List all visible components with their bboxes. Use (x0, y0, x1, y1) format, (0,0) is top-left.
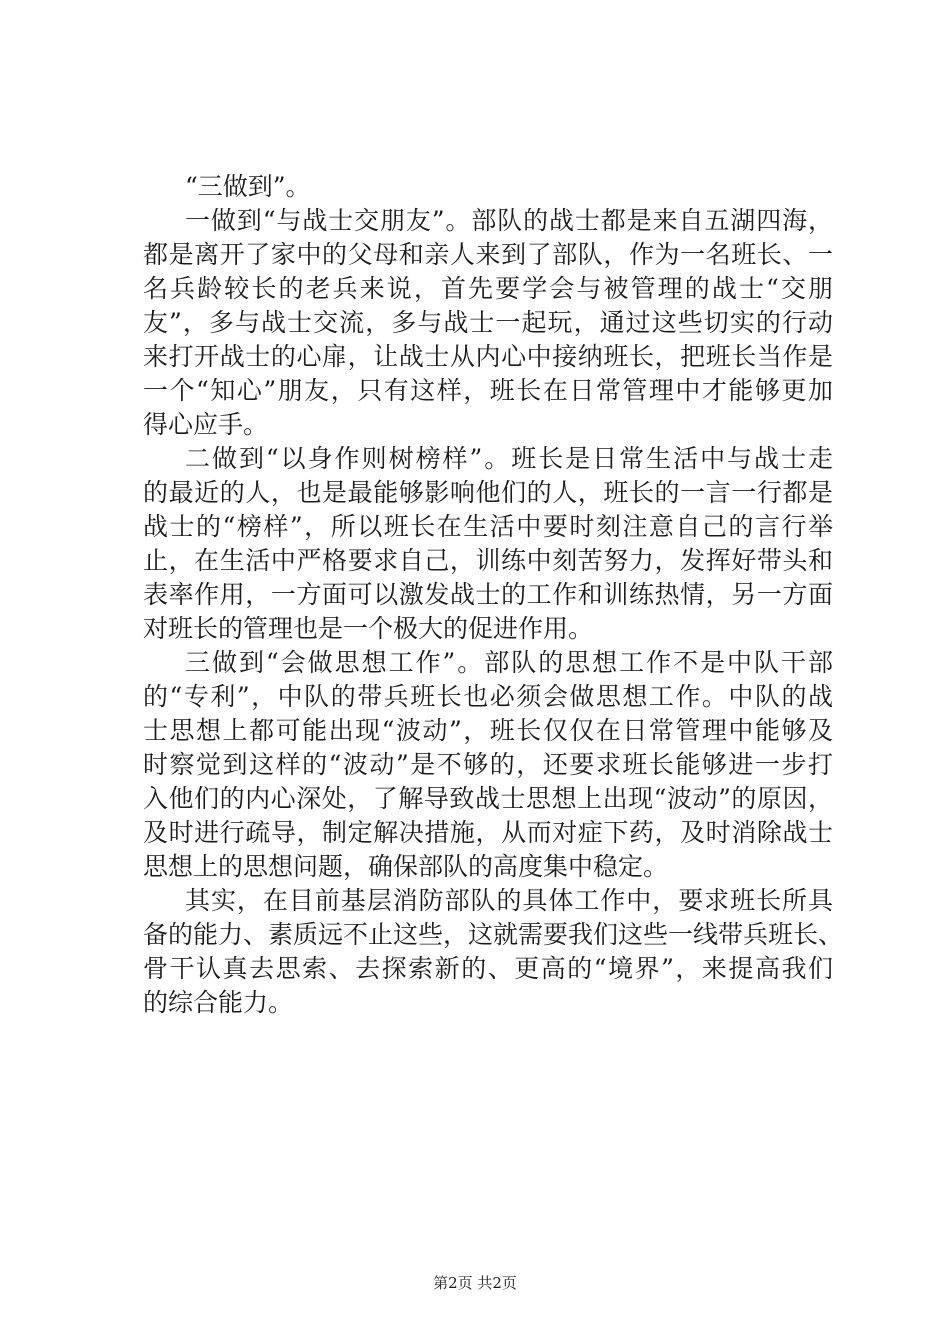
text-line: “三做到”。 (185, 172, 311, 201)
text-line: 一个“知心”朋友，只有这样，班长在日常管理中才能够更加 (143, 376, 833, 405)
text-line: 入他们的内心深处，了解导致战士思想上出现“波动”的原因， (143, 784, 833, 813)
text-line: 及时进行疏导，制定解决措施，从而对症下药，及时消除战士 (143, 818, 833, 847)
text-line: 名兵龄较长的老兵来说，首先要学会与被管理的战士“交朋 (143, 274, 833, 303)
text-line: 的综合能力。 (143, 988, 294, 1017)
text-line: 战士的“榜样”，所以班长在生活中要时刻注意自己的言行举 (143, 512, 833, 541)
document-body (143, 170, 844, 1020)
text-line: 骨干认真去思索、去探索新的、更高的“境界”，来提高我们 (143, 954, 833, 983)
text-line: 一做到“与战士交朋友”。部队的战士都是来自五湖四海， (185, 206, 833, 235)
text-line: 友”，多与战士交流，多与战士一起玩，通过这些切实的行动 (143, 308, 833, 337)
text-line: 士思想上都可能出现“波动”，班长仅仅在日常管理中能够及 (143, 716, 833, 745)
text-line: 止，在生活中严格要求自己，训练中刻苦努力，发挥好带头和 (143, 546, 833, 575)
text-line: 来打开战士的心扉，让战士从内心中接纳班长，把班长当作是 (143, 342, 833, 371)
text-line: 对班长的管理也是一个极大的促进作用。 (143, 614, 594, 643)
text-line: 三做到“会做思想工作”。部队的思想工作不是中队干部 (185, 648, 833, 677)
text-line: 的最近的人，也是最能够影响他们的人，班长的一言一行都是 (143, 478, 833, 507)
text-line: 表率作用，一方面可以激发战士的工作和训练热情，另一方面 (143, 580, 833, 609)
text-line: 时察觉到这样的“波动”是不够的，还要求班长能够进一步打 (143, 750, 833, 779)
text-line: 备的能力、素质远不止这些，这就需要我们这些一线带兵班长、 (143, 920, 844, 949)
text-line: 思想上的思想问题，确保部队的高度集中稳定。 (143, 852, 669, 881)
text-line: 的“专利”，中队的带兵班长也必须会做思想工作。中队的战 (143, 682, 833, 711)
text-line: 二做到“以身作则树榜样”。班长是日常生活中与战士走 (185, 444, 833, 473)
text-line: 其实，在目前基层消防部队的具体工作中，要求班长所具 (185, 886, 833, 915)
text-line: 都是离开了家中的父母和亲人来到了部队，作为一名班长、一 (143, 240, 833, 269)
text-line: 得心应手。 (143, 410, 269, 439)
page-number-footer: 第2页 共2页 (433, 1274, 517, 1292)
